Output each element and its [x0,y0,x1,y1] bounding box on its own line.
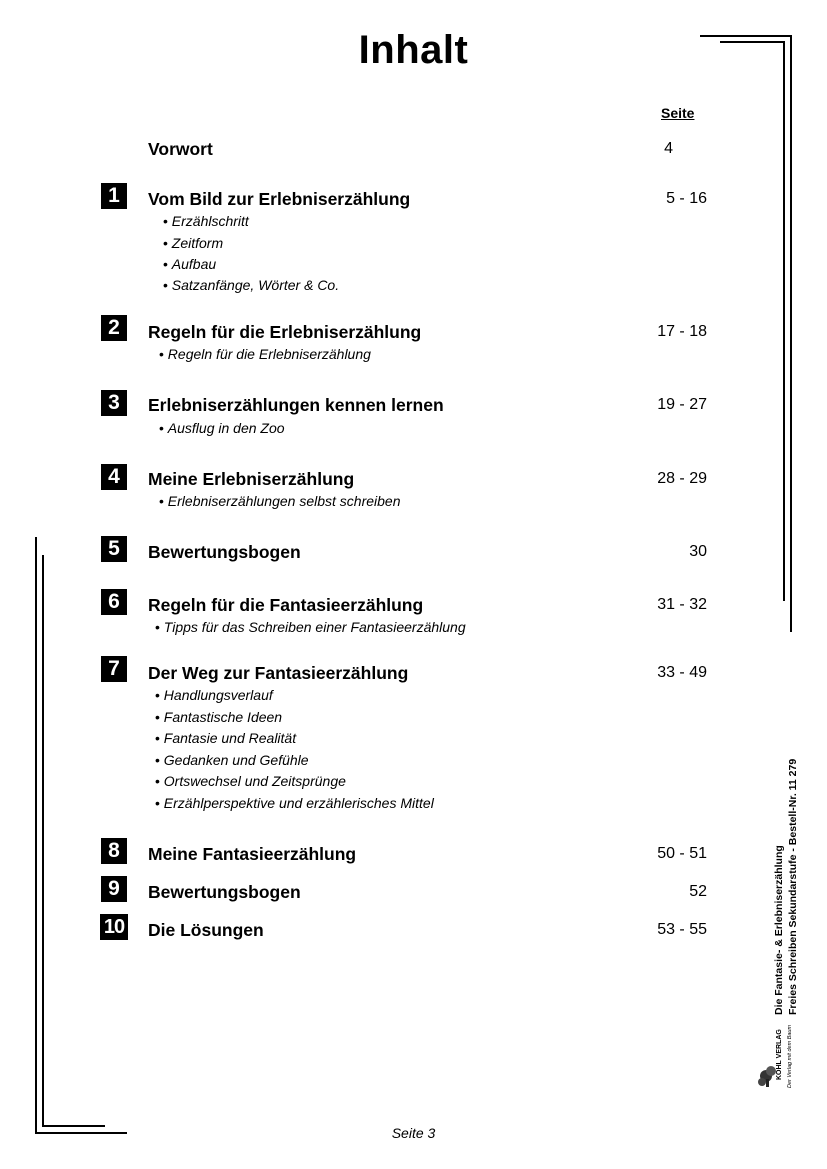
publisher-slogan: Der Verlag mit dem Baum [787,1024,793,1088]
section-number-badge: 2 [101,315,127,341]
foreword-pages: 4 [664,140,673,157]
border-line-left-inner [42,555,44,1127]
section-title: Regeln für die Fantasieerzählung [148,595,424,615]
section-number-badge: 3 [101,390,127,416]
section-title: Die Lösungen [148,920,264,940]
side-label-line1: Die Fantasie- & Erlebniserzählung [773,845,785,1015]
section-pages: 52 [689,883,707,900]
section-subitem: • Gedanken und Gefühle [155,751,309,769]
section-title: Regeln für die Erlebniserzählung [148,322,422,342]
section-subitem: • Aufbau [163,255,216,273]
section-pages: 5 - 16 [666,190,707,207]
section-subitem: • Erzählperspektive und erzählerisches Mittel [155,794,434,812]
section-title: Der Weg zur Fantasieerzählung [148,663,409,683]
section-number-badge: 6 [101,589,127,615]
page-title: Inhalt [358,28,469,72]
section-title: Vom Bild zur Erlebniserzählung [148,189,411,209]
page-footer: Seite 3 [391,1125,436,1141]
foreword-title: Vorwort [148,139,213,159]
section-pages: 17 - 18 [657,323,707,340]
section-title: Erlebniserzählungen kennen lernen [148,395,444,415]
section-pages: 53 - 55 [657,921,707,938]
border-line-right-inner [783,41,785,601]
side-label-line2: Freies Schreiben Sekundarstufe - Bestell-Nr. 11 279 [787,758,799,1015]
section-subitem: • Satzanfänge, Wörter & Co. [163,276,339,294]
section-title: Bewertungsbogen [148,542,301,562]
section-subitem: • Ortswechsel und Zeitsprünge [155,772,346,790]
section-pages: 28 - 29 [657,470,707,487]
section-subitem: • Erlebniserzählungen selbst schreiben [159,492,401,510]
border-line-left [35,537,37,1134]
section-title: Meine Fantasieerzählung [148,844,357,864]
section-subitem: • Fantastische Ideen [155,708,282,726]
section-subitem: • Tipps für das Schreiben einer Fantasieerzählung [155,618,466,636]
section-subitem: • Ausflug in den Zoo [159,419,285,437]
section-pages: 30 [689,543,707,560]
section-subitem: • Erzählschritt [163,212,249,230]
border-line-right [790,35,792,632]
section-title: Bewertungsbogen [148,882,301,902]
section-number-badge: 7 [101,656,127,682]
publisher-name: KOHL VERLAG [776,1029,783,1080]
section-number-badge: 5 [101,536,127,562]
section-number-badge: 1 [101,183,127,209]
section-pages: 19 - 27 [657,396,707,413]
section-subitem: • Handlungsverlauf [155,686,273,704]
section-pages: 50 - 51 [657,845,707,862]
section-subitem: • Regeln für die Erlebniserzählung [159,345,371,363]
section-number-badge: 9 [101,876,127,902]
page-column-label: Seite [661,105,695,121]
section-pages: 31 - 32 [657,596,707,613]
section-number-badge: 8 [101,838,127,864]
section-pages: 33 - 49 [657,664,707,681]
section-subitem: • Zeitform [163,234,223,252]
section-number-badge: 4 [101,464,127,490]
section-subitem: • Fantasie und Realität [155,729,296,747]
section-number-badge: 10 [100,914,128,940]
section-title: Meine Erlebniserzählung [148,469,355,489]
